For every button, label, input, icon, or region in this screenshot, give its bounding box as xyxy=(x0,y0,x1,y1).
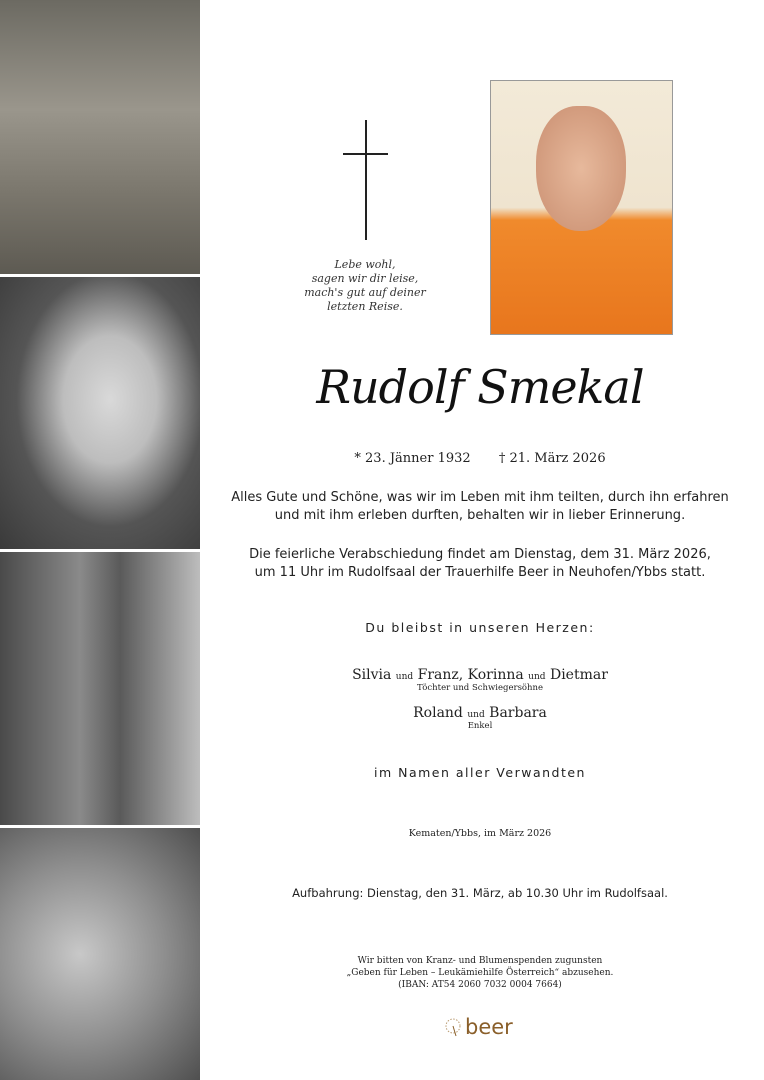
photo-elderly-closeup xyxy=(0,828,200,1080)
death-date: † 21. März 2026 xyxy=(498,451,606,466)
text-line: „Geben für Leben – Leukämiehilfe Österreich“ abzusehen. xyxy=(346,968,614,978)
text-line: Alles Gute und Schöne, was wir im Leben mit ihm teilten, durch ihn erfahren xyxy=(231,490,729,505)
text-line: Die feierliche Verabschiedung findet am Dienstag, dem 31. März 2026, xyxy=(249,547,711,562)
heart-line: Du bleibst in unseren Herzen: xyxy=(365,620,595,635)
viewing-info: Aufbahrung: Dienstag, den 31. März, ab 10.30 Uhr im Rudolfsaal. xyxy=(292,886,668,900)
donation-note xyxy=(210,955,750,991)
deceased-name: Rudolf Smekal xyxy=(316,360,644,414)
text-line: (IBAN: AT54 2060 7032 0004 7664) xyxy=(398,980,562,990)
place-date: Kematen/Ybbs, im März 2026 xyxy=(408,828,552,839)
conjunction: und xyxy=(528,672,546,682)
photo-workshop xyxy=(0,552,200,825)
photo-young-man xyxy=(0,277,200,549)
logo-text: beer xyxy=(465,1015,513,1039)
beer-logo xyxy=(443,1015,513,1039)
birth-date: * 23. Jänner 1932 xyxy=(354,451,471,466)
verse-line: mach's gut auf deiner xyxy=(304,286,426,299)
portrait-photo xyxy=(490,80,673,335)
family-group-2 xyxy=(210,705,750,731)
relatives-line: im Namen aller Verwandten xyxy=(374,765,586,780)
family-group-1 xyxy=(210,667,750,693)
photo-boy xyxy=(0,0,200,274)
text-line: um 11 Uhr im Rudolfsaal der Trauerhilfe Beer in Neuhofen/Ybbs statt. xyxy=(254,565,706,580)
conjunction: und xyxy=(467,710,485,720)
text-line: und mit ihm erleben durften, behalten wir in lieber Erinnerung. xyxy=(274,508,686,523)
ceremony-paragraph xyxy=(210,546,750,582)
family-role: Enkel xyxy=(467,721,493,731)
verse-line: sagen wir dir leise, xyxy=(311,272,419,285)
verse xyxy=(290,258,440,314)
dandelion-icon xyxy=(443,1017,463,1037)
family-name: Roland xyxy=(413,705,463,721)
verse-line: Lebe wohl, xyxy=(334,258,396,271)
dates xyxy=(210,451,750,466)
verse-line: letzten Reise. xyxy=(327,300,403,313)
family-name: Dietmar xyxy=(549,667,608,683)
text-line: Wir bitten von Kranz- und Blumenspenden zugunsten xyxy=(357,956,603,966)
family-name: Barbara xyxy=(489,705,547,721)
family-name: Silvia xyxy=(352,667,392,683)
conjunction: und xyxy=(395,672,414,682)
memory-paragraph xyxy=(210,489,750,525)
family-name: Franz, Korinna xyxy=(417,667,524,683)
family-role: Töchter und Schwiegersöhne xyxy=(416,683,544,693)
